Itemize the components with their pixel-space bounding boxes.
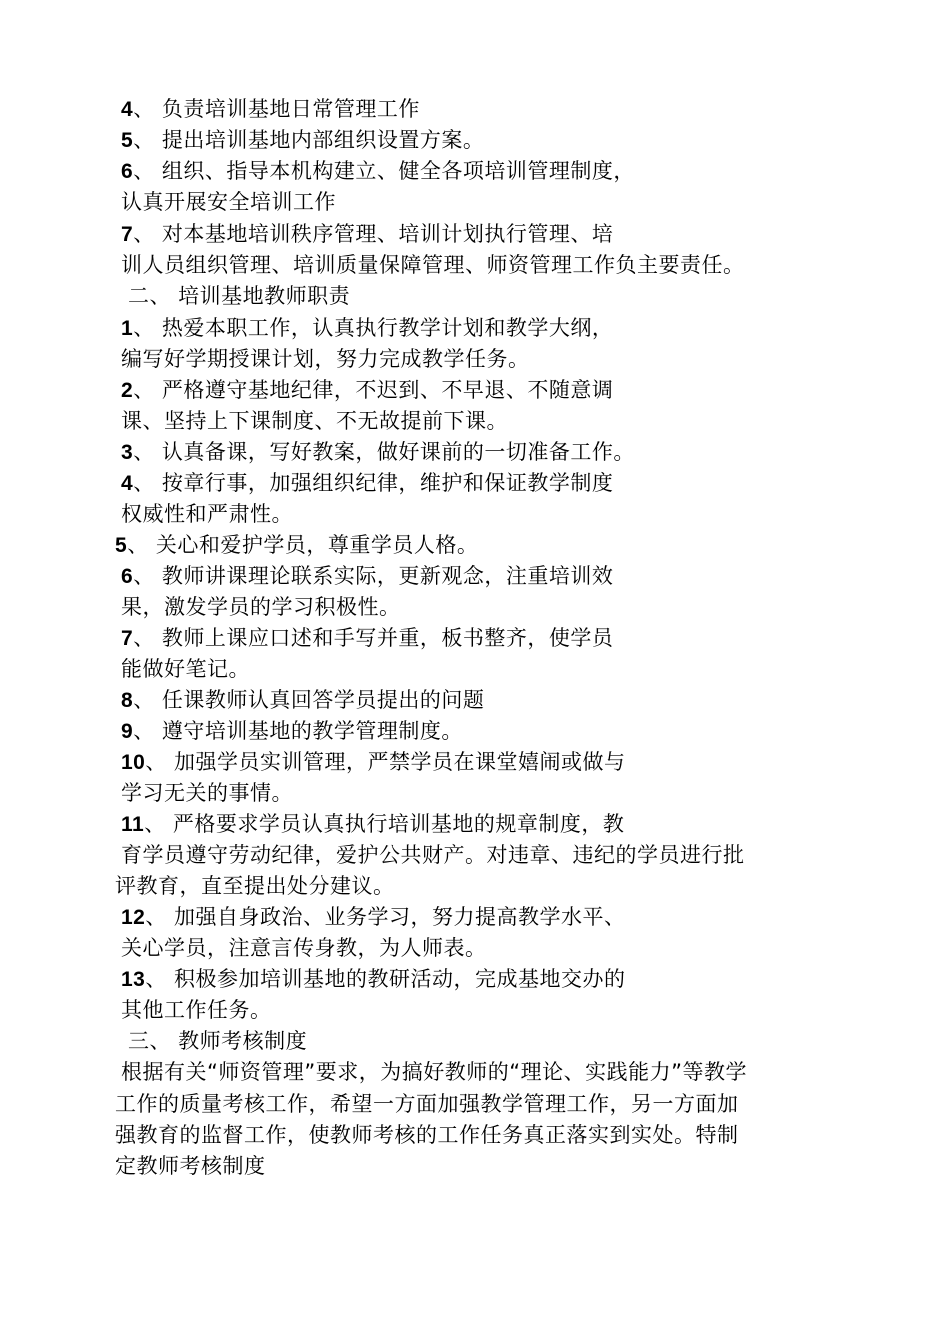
item-text: 果，激发学员的学习积极性。 (121, 595, 401, 619)
paragraph-line (121, 1058, 747, 1086)
list-item (121, 624, 613, 652)
item-text: 认真开展安全培训工作 (121, 190, 336, 214)
list-item (121, 562, 613, 590)
item-text: 、 教师上课应口述和手写并重，板书整齐，使学员 (133, 626, 614, 650)
continuation-line (121, 345, 530, 373)
item-number: 7 (121, 627, 134, 650)
list-item (121, 126, 484, 154)
item-number: 2 (121, 379, 134, 402)
list-item (121, 220, 613, 248)
heading-text: 二、 培训基地教师职责 (128, 284, 351, 308)
item-text: 、 严格遵守基地纪律，不迟到、不早退、不随意调 (133, 378, 614, 402)
item-text: 、 组织、指导本机构建立、健全各项培训管理制度， (133, 159, 635, 183)
continuation-line (121, 841, 745, 869)
item-text: 课、坚持上下课制度、不无故提前下课。 (121, 409, 508, 433)
list-item (121, 157, 635, 185)
item-text: 、 遵守培训基地的教学管理制度。 (133, 719, 463, 743)
continuation-line (121, 188, 336, 216)
item-number: 10 (121, 751, 146, 774)
item-number: 4 (121, 98, 134, 121)
list-item (121, 965, 626, 993)
heading-text: 三、 教师考核制度 (128, 1029, 308, 1053)
item-number: 8 (121, 689, 134, 712)
paragraph-line (115, 1152, 266, 1180)
paragraph-text: 工作的质量考核工作，希望一方面加强教学管理工作，另一方面加 (115, 1092, 739, 1116)
item-text: 编写好学期授课计划，努力完成教学任务。 (121, 347, 530, 371)
continuation-line (115, 872, 395, 900)
paragraph-text: 根据有关“师资管理”要求，为搞好教师的“理论、实践能力”等教学 (121, 1060, 748, 1084)
list-item (121, 438, 635, 466)
item-text: 、 加强自身政治、业务学习，努力提高教学水平、 (145, 905, 626, 929)
item-text: 、 任课教师认真回答学员提出的问题 (133, 688, 485, 712)
continuation-line (121, 500, 293, 528)
item-text: 、 严格要求学员认真执行培训基地的规章制度，教 (144, 812, 625, 836)
item-text: 评教育，直至提出处分建议。 (115, 874, 395, 898)
item-number: 7 (121, 223, 134, 246)
item-number: 4 (121, 472, 134, 495)
item-number: 3 (121, 441, 134, 464)
item-text: 学习无关的事情。 (121, 781, 293, 805)
list-item (121, 376, 613, 404)
continuation-line (121, 779, 293, 807)
item-text: 、 认真备课，写好教案，做好课前的一切准备工作。 (133, 440, 635, 464)
item-number: 11 (121, 813, 145, 836)
paragraph-text: 强教育的监督工作，使教师考核的工作任务真正落实到实处。特制 (115, 1123, 739, 1147)
list-item (121, 314, 613, 342)
item-text: 、 关心和爱护学员，尊重学员人格。 (127, 533, 479, 557)
item-number: 5 (121, 129, 134, 152)
item-text: 关心学员，注意言传身教，为人师表。 (121, 936, 487, 960)
continuation-line (121, 251, 745, 279)
continuation-line (121, 407, 508, 435)
continuation-line (121, 996, 272, 1024)
section-heading (128, 1027, 307, 1055)
item-number: 1 (121, 317, 134, 340)
list-item (121, 903, 626, 931)
continuation-line (121, 593, 401, 621)
item-text: 训人员组织管理、培训质量保障管理、师资管理工作负主要责任。 (121, 253, 745, 277)
paragraph-line (115, 1121, 739, 1149)
list-item (121, 686, 484, 714)
list-item (121, 95, 420, 123)
list-item (121, 810, 624, 838)
item-text: 、 热爱本职工作，认真执行教学计划和教学大纲， (133, 316, 614, 340)
item-text: 、 负责培训基地日常管理工作 (133, 97, 420, 121)
item-number: 5 (115, 534, 128, 557)
item-number: 13 (121, 968, 146, 991)
item-text: 权威性和严肃性。 (121, 502, 293, 526)
item-number: 9 (121, 720, 134, 743)
list-item (115, 531, 478, 559)
continuation-line (121, 934, 487, 962)
list-item (121, 717, 463, 745)
list-item (121, 469, 613, 497)
item-number: 6 (121, 565, 134, 588)
item-number: 6 (121, 160, 134, 183)
section-heading (128, 282, 350, 310)
item-text: 、 提出培训基地内部组织设置方案。 (133, 128, 485, 152)
item-text: 、 按章行事，加强组织纪律，维护和保证教学制度 (133, 471, 614, 495)
item-text: 、 积极参加培训基地的教研活动，完成基地交办的 (145, 967, 626, 991)
paragraph-line (115, 1090, 739, 1118)
paragraph-text: 定教师考核制度 (115, 1154, 266, 1178)
item-text: 其他工作任务。 (121, 998, 272, 1022)
item-number: 12 (121, 906, 146, 929)
item-text: 、 对本基地培训秩序管理、培训计划执行管理、培 (133, 222, 614, 246)
item-text: 、 加强学员实训管理，严禁学员在课堂嬉闹或做与 (145, 750, 626, 774)
continuation-line (121, 655, 250, 683)
item-text: 育学员遵守劳动纪律，爱护公共财产。对违章、违纪的学员进行批 (121, 843, 745, 867)
item-text: 、 教师讲课理论联系实际，更新观念，注重培训效 (133, 564, 614, 588)
item-text: 能做好笔记。 (121, 657, 250, 681)
list-item (121, 748, 626, 776)
